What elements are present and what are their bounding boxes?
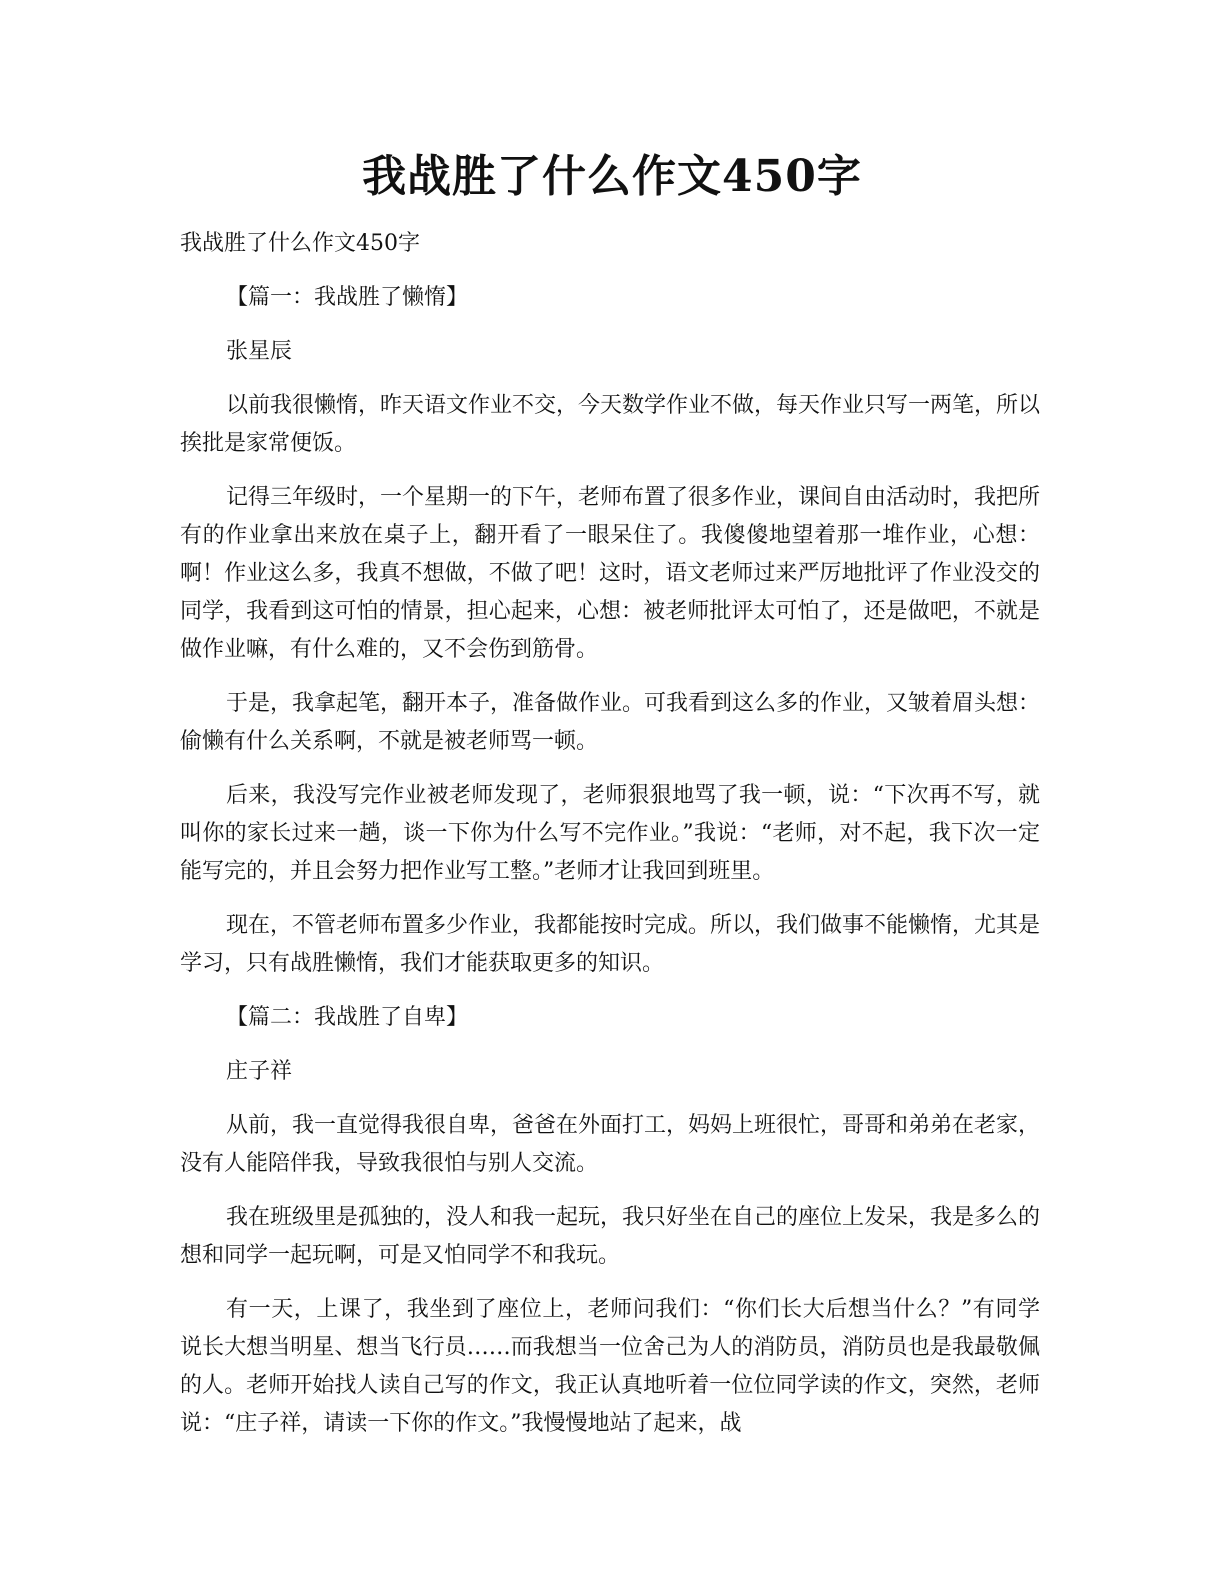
paragraph: 有一天，上课了，我坐到了座位上，老师问我们：“你们长大后想当什么？”有同学说长大想当明星、想当飞行员……而我想当一位舍己为人的消防员，消防员也是我最敬佩的人。老师开始找人读自己写的作文，我正认真地听着一位位同学读的作文，突然，老师说：“庄子祥，请读一下你的作文。”我慢慢地站了起来，战 <box>180 1297 1040 1436</box>
section-heading: 【篇二：我战胜了自卑】 <box>226 1005 469 1030</box>
paragraph: 我在班级里是孤独的，没人和我一起玩，我只好坐在自己的座位上发呆，我是多么的想和同学一起玩啊，可是又怕同学不和我玩。 <box>180 1205 1041 1268</box>
document-body <box>180 225 1040 1459</box>
paragraph: 以前我很懒惰，昨天语文作业不交，今天数学作业不做，每天作业只写一两笔，所以挨批是家常便饭。 <box>180 393 1041 456</box>
paragraph: 于是，我拿起笔，翻开本子，准备做作业。可我看到这么多的作业，又皱着眉头想：偷懒有什么关系啊，不就是被老师骂一顿。 <box>180 691 1041 754</box>
author-name: 张星辰 <box>226 339 293 364</box>
paragraph: 现在，不管老师布置多少作业，我都能按时完成。所以，我们做事不能懒惰，尤其是学习，只有战胜懒惰，我们才能获取更多的知识。 <box>180 913 1041 976</box>
paragraph: 记得三年级时，一个星期一的下午，老师布置了很多作业，课间自由活动时，我把所有的作业拿出来放在桌子上，翻开看了一眼呆住了。我傻傻地望着那一堆作业，心想：啊！作业这么多，我真不想做，不做了吧！这时，语文老师过来严厉地批评了作业没交的同学，我看到这可怕的情景，担心起来，心想：被老师批评太可怕了，还是做吧，不就是做作业嘛，有什么难的，又不会伤到筋骨。 <box>180 485 1041 662</box>
author-name: 庄子祥 <box>226 1059 293 1084</box>
paragraph: 从前，我一直觉得我很自卑，爸爸在外面打工，妈妈上班很忙，哥哥和弟弟在老家，没有人能陪伴我，导致我很怕与别人交流。 <box>180 1113 1041 1176</box>
document-title: 我战胜了什么作文450字 <box>362 151 862 202</box>
paragraph: 我战胜了什么作文450字 <box>180 231 420 256</box>
paragraph: 后来，我没写完作业被老师发现了，老师狠狠地骂了我一顿，说：“下次再不写，就叫你的家长过来一趟，谈一下你为什么写不完作业。”我说：“老师，对不起，我下次一定能写完的，并且会努力把作业写工整。”老师才让我回到班里。 <box>180 783 1040 884</box>
section-heading: 【篇一：我战胜了懒惰】 <box>226 285 469 310</box>
